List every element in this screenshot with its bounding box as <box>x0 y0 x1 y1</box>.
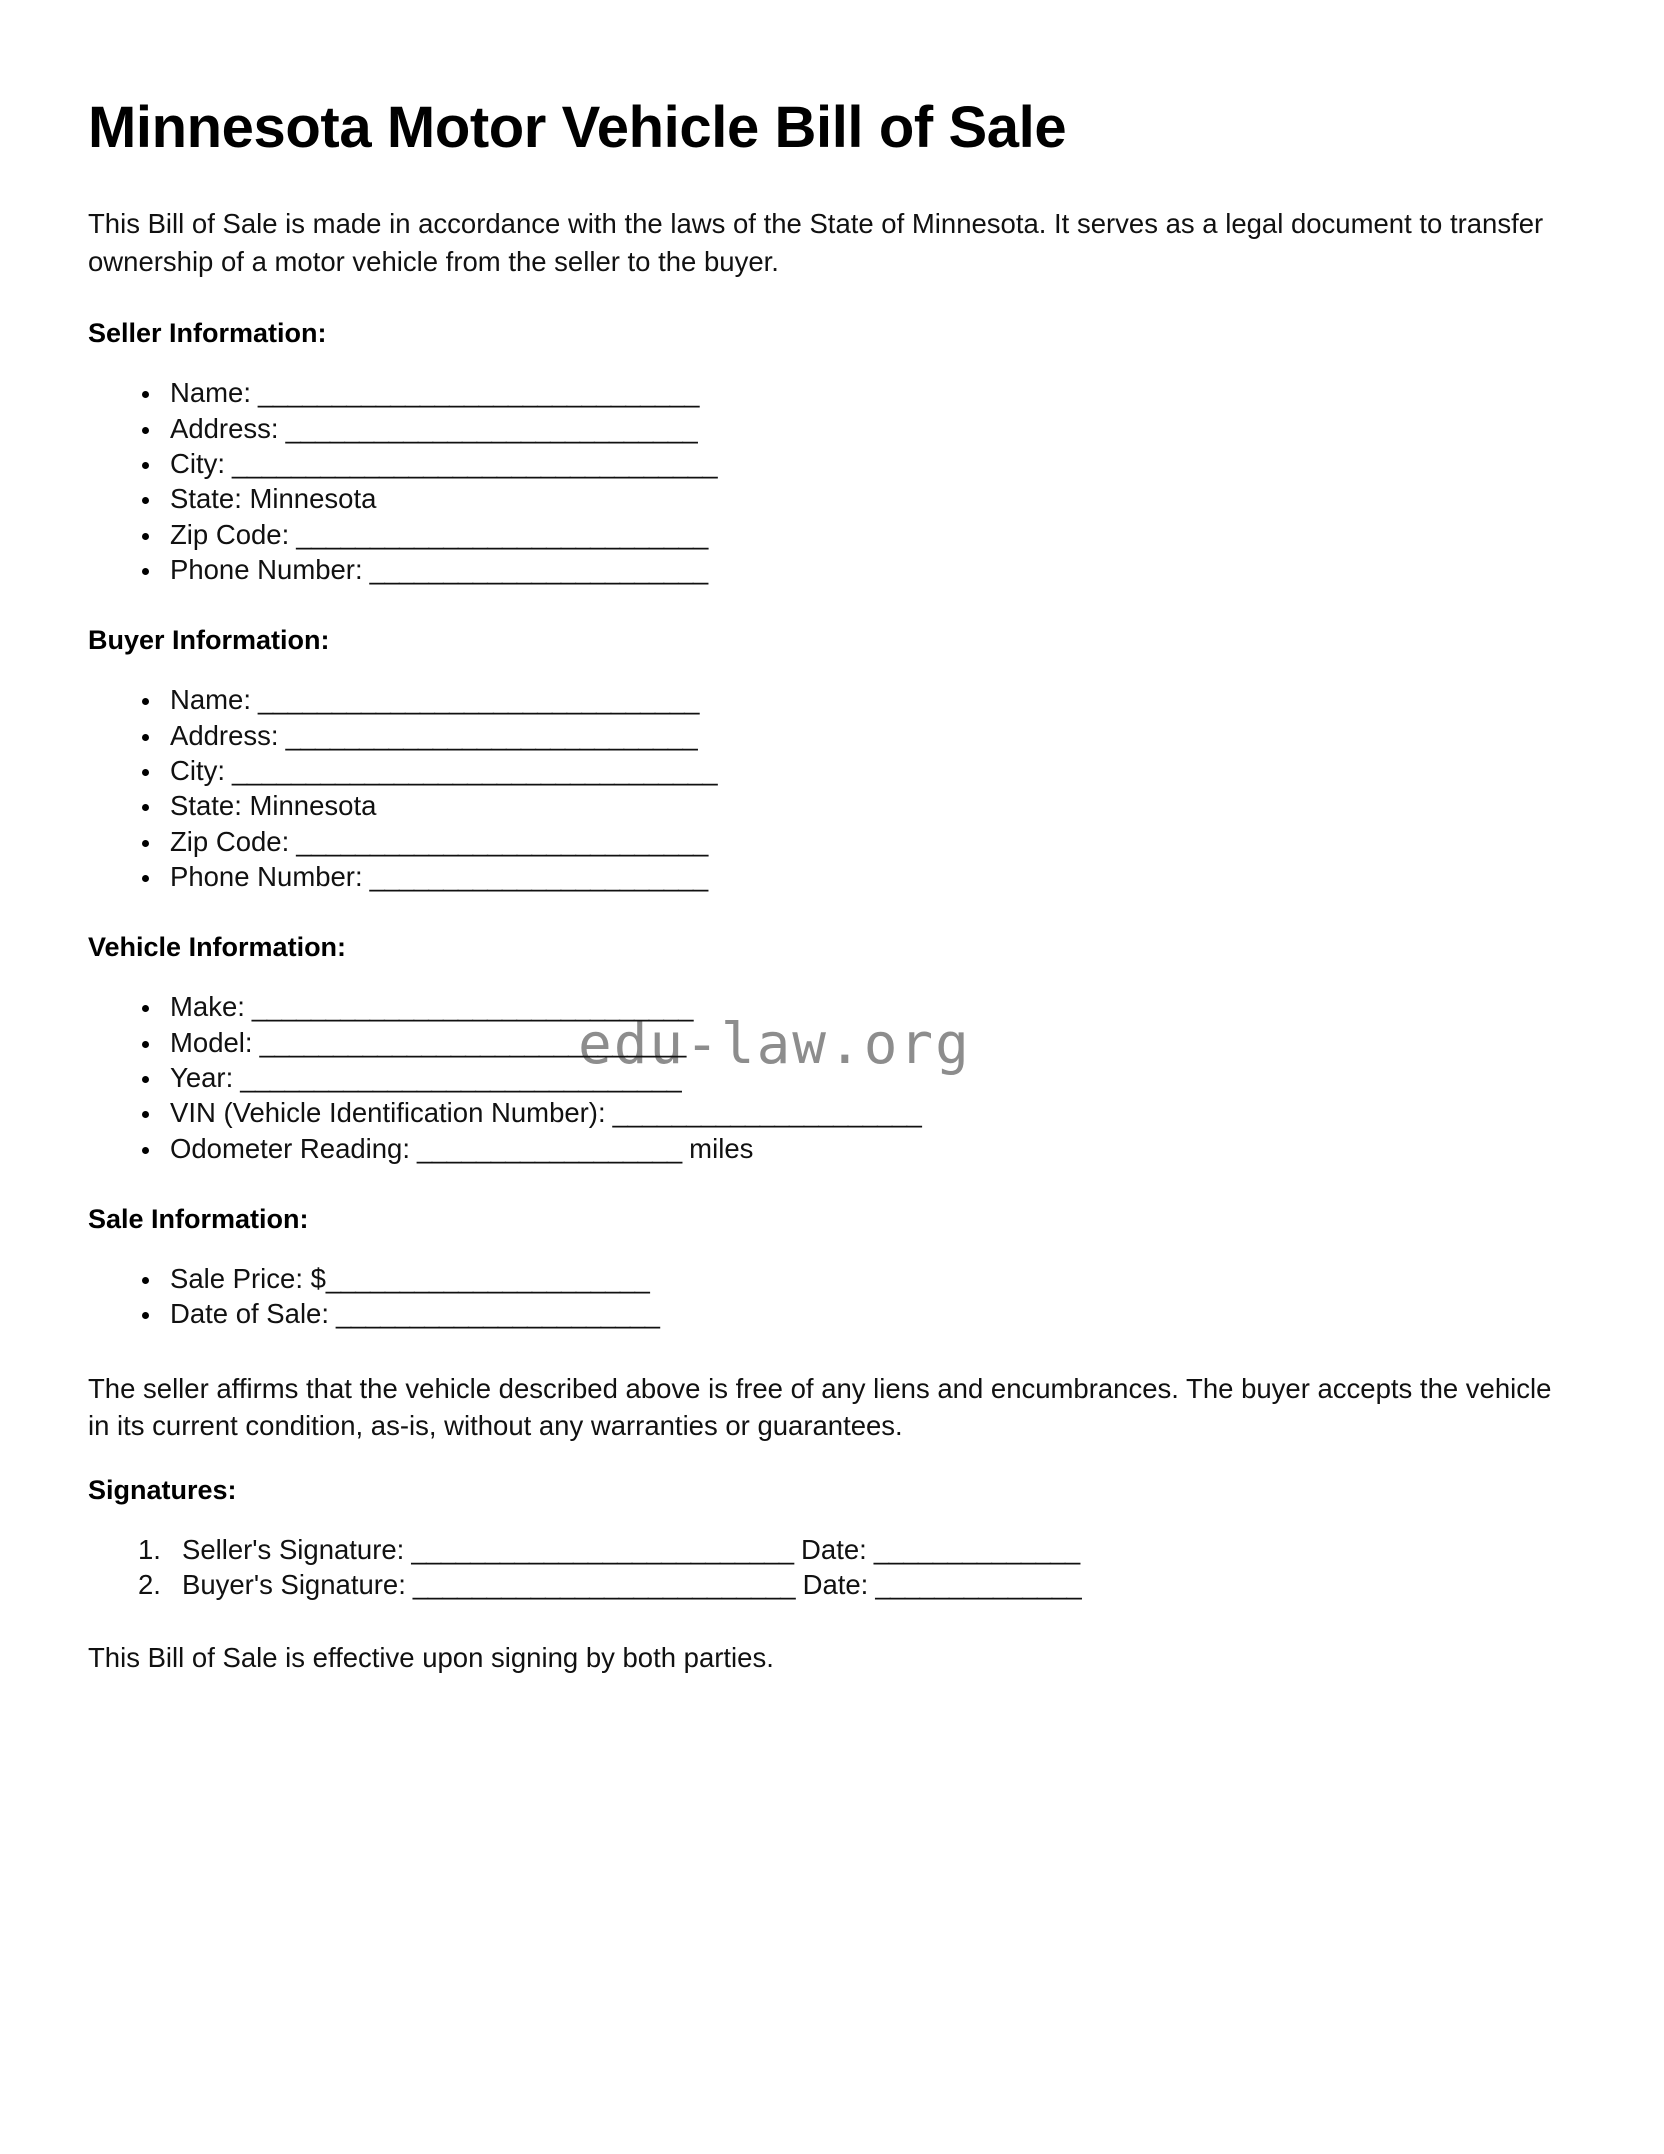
field-blank[interactable]: ____________________________ <box>278 412 698 444</box>
field-label: Date of Sale: <box>170 1298 329 1330</box>
sale-field-list <box>88 1261 1588 1332</box>
field-blank[interactable]: _______________________ <box>362 860 708 892</box>
field-blank[interactable]: ____________________________ <box>289 825 708 857</box>
field-blank[interactable]: ____________________________ <box>278 719 698 751</box>
field-label: Zip Code: <box>170 518 290 550</box>
field-suffix: miles <box>681 1132 754 1164</box>
list-item <box>138 375 1588 410</box>
buyer-field-list <box>88 682 1588 894</box>
field-label: Address: <box>170 412 279 444</box>
list-item <box>138 1261 1588 1296</box>
signature-date-blank[interactable]: ______________ <box>866 1533 1080 1565</box>
list-item <box>138 989 1588 1024</box>
signature-blank[interactable]: __________________________ <box>405 1569 795 1601</box>
affirmation-paragraph: The seller affirms that the vehicle described above is free of any liens and encumbrances. The buyer accepts the vehicle in its current condition, as-is, without any warranties or guarantees. <box>88 1372 1552 1442</box>
field-label: Model: <box>170 1026 253 1058</box>
list-item <box>138 753 1588 788</box>
list-item <box>138 1095 1588 1130</box>
field-label: Sale Price: $ <box>170 1262 326 1294</box>
field-label: State: <box>170 790 242 822</box>
signature-date-blank[interactable]: ______________ <box>868 1569 1082 1601</box>
field-label: Name: <box>170 684 251 716</box>
field-blank[interactable]: ______________________________ <box>251 377 699 409</box>
sale-information-heading: Sale Information: <box>88 1203 309 1234</box>
field-blank[interactable]: _________________________________ <box>225 754 717 786</box>
signature-row-seller <box>138 1532 1588 1567</box>
signature-list <box>88 1532 1588 1603</box>
seller-field-list <box>88 375 1588 587</box>
field-label: Odometer Reading: <box>170 1132 410 1164</box>
field-label: Address: <box>170 719 279 751</box>
list-item <box>138 1025 1588 1060</box>
vehicle-field-list <box>88 989 1588 1166</box>
field-suffix: Minnesota <box>241 790 377 822</box>
list-item <box>138 481 1588 516</box>
field-blank[interactable]: __________________ <box>410 1132 682 1164</box>
list-item <box>138 718 1588 753</box>
page-title: Minnesota Motor Vehicle Bill of Sale <box>88 95 1067 160</box>
signature-date-label: Date: <box>793 1533 867 1565</box>
field-label: Make: <box>170 991 245 1023</box>
field-blank[interactable]: ______________________ <box>328 1298 660 1330</box>
field-label: Phone Number: <box>170 553 363 585</box>
list-item <box>138 1296 1588 1331</box>
field-label: City: <box>170 754 225 786</box>
field-blank[interactable]: ______________________________ <box>251 684 699 716</box>
field-label: Year: <box>170 1061 234 1093</box>
signatures-heading: Signatures: <box>88 1474 237 1505</box>
signature-label: Buyer's Signature: <box>182 1569 406 1601</box>
signature-date-label: Date: <box>794 1569 869 1601</box>
field-label: Phone Number: <box>170 860 363 892</box>
field-blank[interactable]: ______________________________ <box>244 991 693 1023</box>
list-item <box>138 824 1588 859</box>
field-label: City: <box>170 447 225 479</box>
list-item <box>138 552 1588 587</box>
list-item <box>138 446 1588 481</box>
list-item <box>138 859 1588 894</box>
intro-paragraph: This Bill of Sale is made in accordance with the laws of the State of Minnesota. It serves as a legal document to transfer ownership of a motor vehicle from the seller to the buyer. <box>88 207 1544 277</box>
seller-information-heading: Seller Information: <box>88 318 327 349</box>
watermark-text: edu-law.org <box>578 1012 971 1077</box>
vehicle-information-heading: Vehicle Information: <box>88 932 347 963</box>
list-item <box>138 788 1588 823</box>
list-item <box>138 1131 1588 1166</box>
field-blank[interactable]: ______________________________ <box>233 1061 682 1093</box>
signature-blank[interactable]: __________________________ <box>404 1533 794 1565</box>
list-item <box>138 411 1588 446</box>
field-label: Zip Code: <box>170 825 290 857</box>
signature-label: Seller's Signature: <box>182 1533 405 1565</box>
field-blank[interactable]: ______________________ <box>325 1262 650 1294</box>
field-blank[interactable]: _____________________ <box>605 1097 922 1129</box>
field-blank[interactable]: _________________________________ <box>225 447 717 479</box>
list-item <box>138 682 1588 717</box>
field-label: State: <box>170 483 242 515</box>
closing-paragraph: This Bill of Sale is effective upon signing by both parties. <box>88 1641 774 1673</box>
field-blank[interactable]: _______________________ <box>362 553 708 585</box>
list-item <box>138 517 1588 552</box>
list-item <box>138 1060 1588 1095</box>
field-label: VIN (Vehicle Identification Number): <box>170 1097 606 1129</box>
buyer-information-heading: Buyer Information: <box>88 625 330 656</box>
signature-row-buyer <box>138 1567 1588 1602</box>
field-blank[interactable]: ____________________________ <box>289 518 708 550</box>
field-label: Name: <box>170 377 251 409</box>
field-suffix: Minnesota <box>241 483 377 515</box>
field-blank[interactable]: _____________________________ <box>252 1026 686 1058</box>
document-content <box>88 96 1588 1706</box>
